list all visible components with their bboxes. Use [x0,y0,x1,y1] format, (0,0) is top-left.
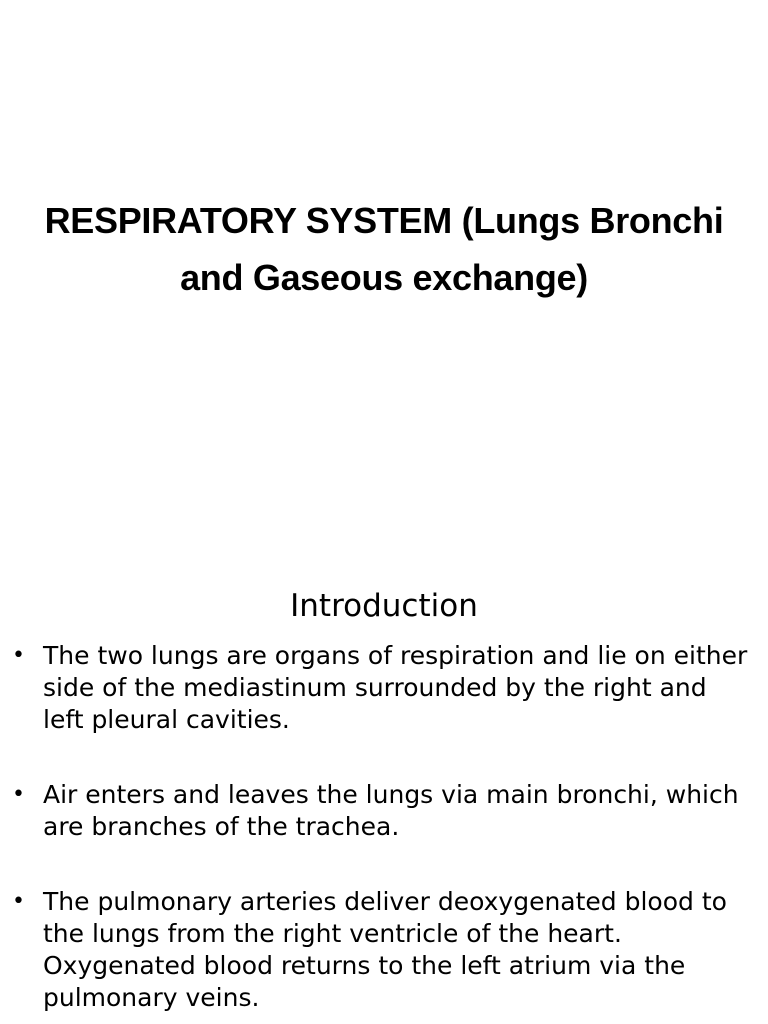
bullet-point-icon: • [12,643,25,668]
bullet-item-lungs [0,640,768,736]
bullet-point-icon: • [12,782,25,807]
bullet-point-icon: • [12,889,25,914]
slide-title: RESPIRATORY SYSTEM (Lungs Bronchi and Gaseous exchange) [44,200,724,298]
bullet-text: The two lungs are organs of respiration and lie on either side of the mediastinum surrounded by the right and left pleural cavities. [43,641,748,734]
bullet-list [0,640,768,1024]
bullet-item-bronchi [0,779,768,843]
bullet-item-pulmonary [0,886,768,1014]
section-heading: Introduction [290,588,478,624]
bullet-text: Air enters and leaves the lungs via main bronchi, which are branches of the trachea. [43,780,739,841]
bullet-text: The pulmonary arteries deliver deoxygenated blood to the lungs from the right ventricle of the heart. Oxygenated blood returns to the left atrium via the pulmonary veins. [43,887,727,1012]
